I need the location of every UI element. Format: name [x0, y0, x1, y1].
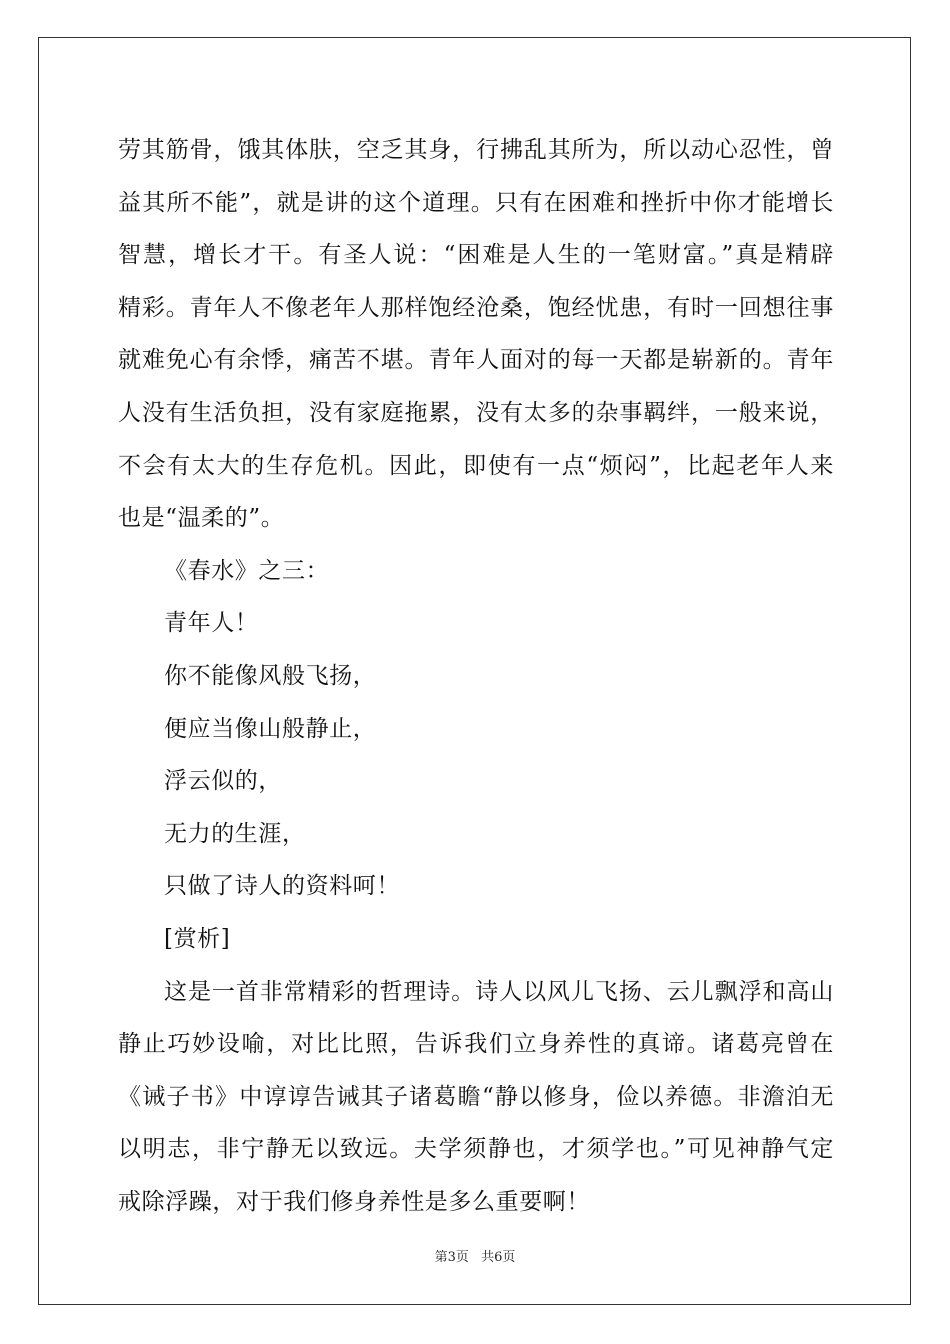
page-total: 共6页 [481, 1250, 516, 1265]
page-footer [0, 1246, 950, 1265]
poem-line: 只做了诗人的资料呵！ [164, 873, 400, 900]
appreciation-heading: [赏析] [164, 925, 231, 952]
appreciation-line: 以明志，非宁静无以致远。夫学须静也，才须学也。”可见神静气定 [118, 1136, 834, 1163]
poem-line: 便应当像山般静止， [164, 715, 377, 742]
poem-line: 浮云似的， [164, 768, 282, 795]
poem-line: 无力的生涯， [164, 820, 306, 847]
paragraph-line: 也是“温柔的”。 [118, 505, 285, 532]
paragraph-line: 人没有生活负担，没有家庭拖累，没有太多的杂事羁绊，一般来说， [118, 399, 834, 426]
poem-line: 你不能像风般飞扬， [164, 662, 377, 689]
paragraph-line: 益其所不能”，就是讲的这个道理。只有在困难和挫折中你才能增长 [118, 189, 834, 216]
paragraph-line: 不会有太大的生存危机。因此，即使有一点“烦闷”，比起老年人来 [118, 452, 834, 479]
appreciation-line: 《诫子书》中谆谆告诫其子诸葛瞻“静以修身，俭以养德。非澹泊无 [118, 1083, 834, 1110]
paragraph-line: 精彩。青年人不像老年人那样饱经沧桑，饱经忧患，有时一回想往事 [118, 294, 834, 321]
appreciation-line: 这是一首非常精彩的哲理诗。诗人以风儿飞扬、云儿飘浮和高山 [164, 978, 834, 1005]
paragraph-line: 智慧，增长才干。有圣人说：“困难是人生的一笔财富。”真是精辟 [118, 242, 834, 269]
poem-line: 青年人！ [164, 610, 259, 637]
poem-heading: 《春水》之三： [164, 557, 330, 584]
paragraph-line: 劳其筋骨，饿其体肤，空乏其身，行拂乱其所为，所以动心忍性，曾 [118, 137, 834, 163]
appreciation-line: 静止巧妙设喻，对比比照，告诉我们立身养性的真谛。诸葛亮曾在 [118, 1031, 834, 1058]
paragraph-line: 就难免心有余悸，痛苦不堪。青年人面对的每一天都是崭新的。青年 [118, 347, 834, 374]
appreciation-line: 戒除浮躁，对于我们修身养性是多么重要啊！ [118, 1188, 590, 1215]
document-body [118, 124, 834, 1228]
page-number: 第3页 [434, 1250, 469, 1265]
